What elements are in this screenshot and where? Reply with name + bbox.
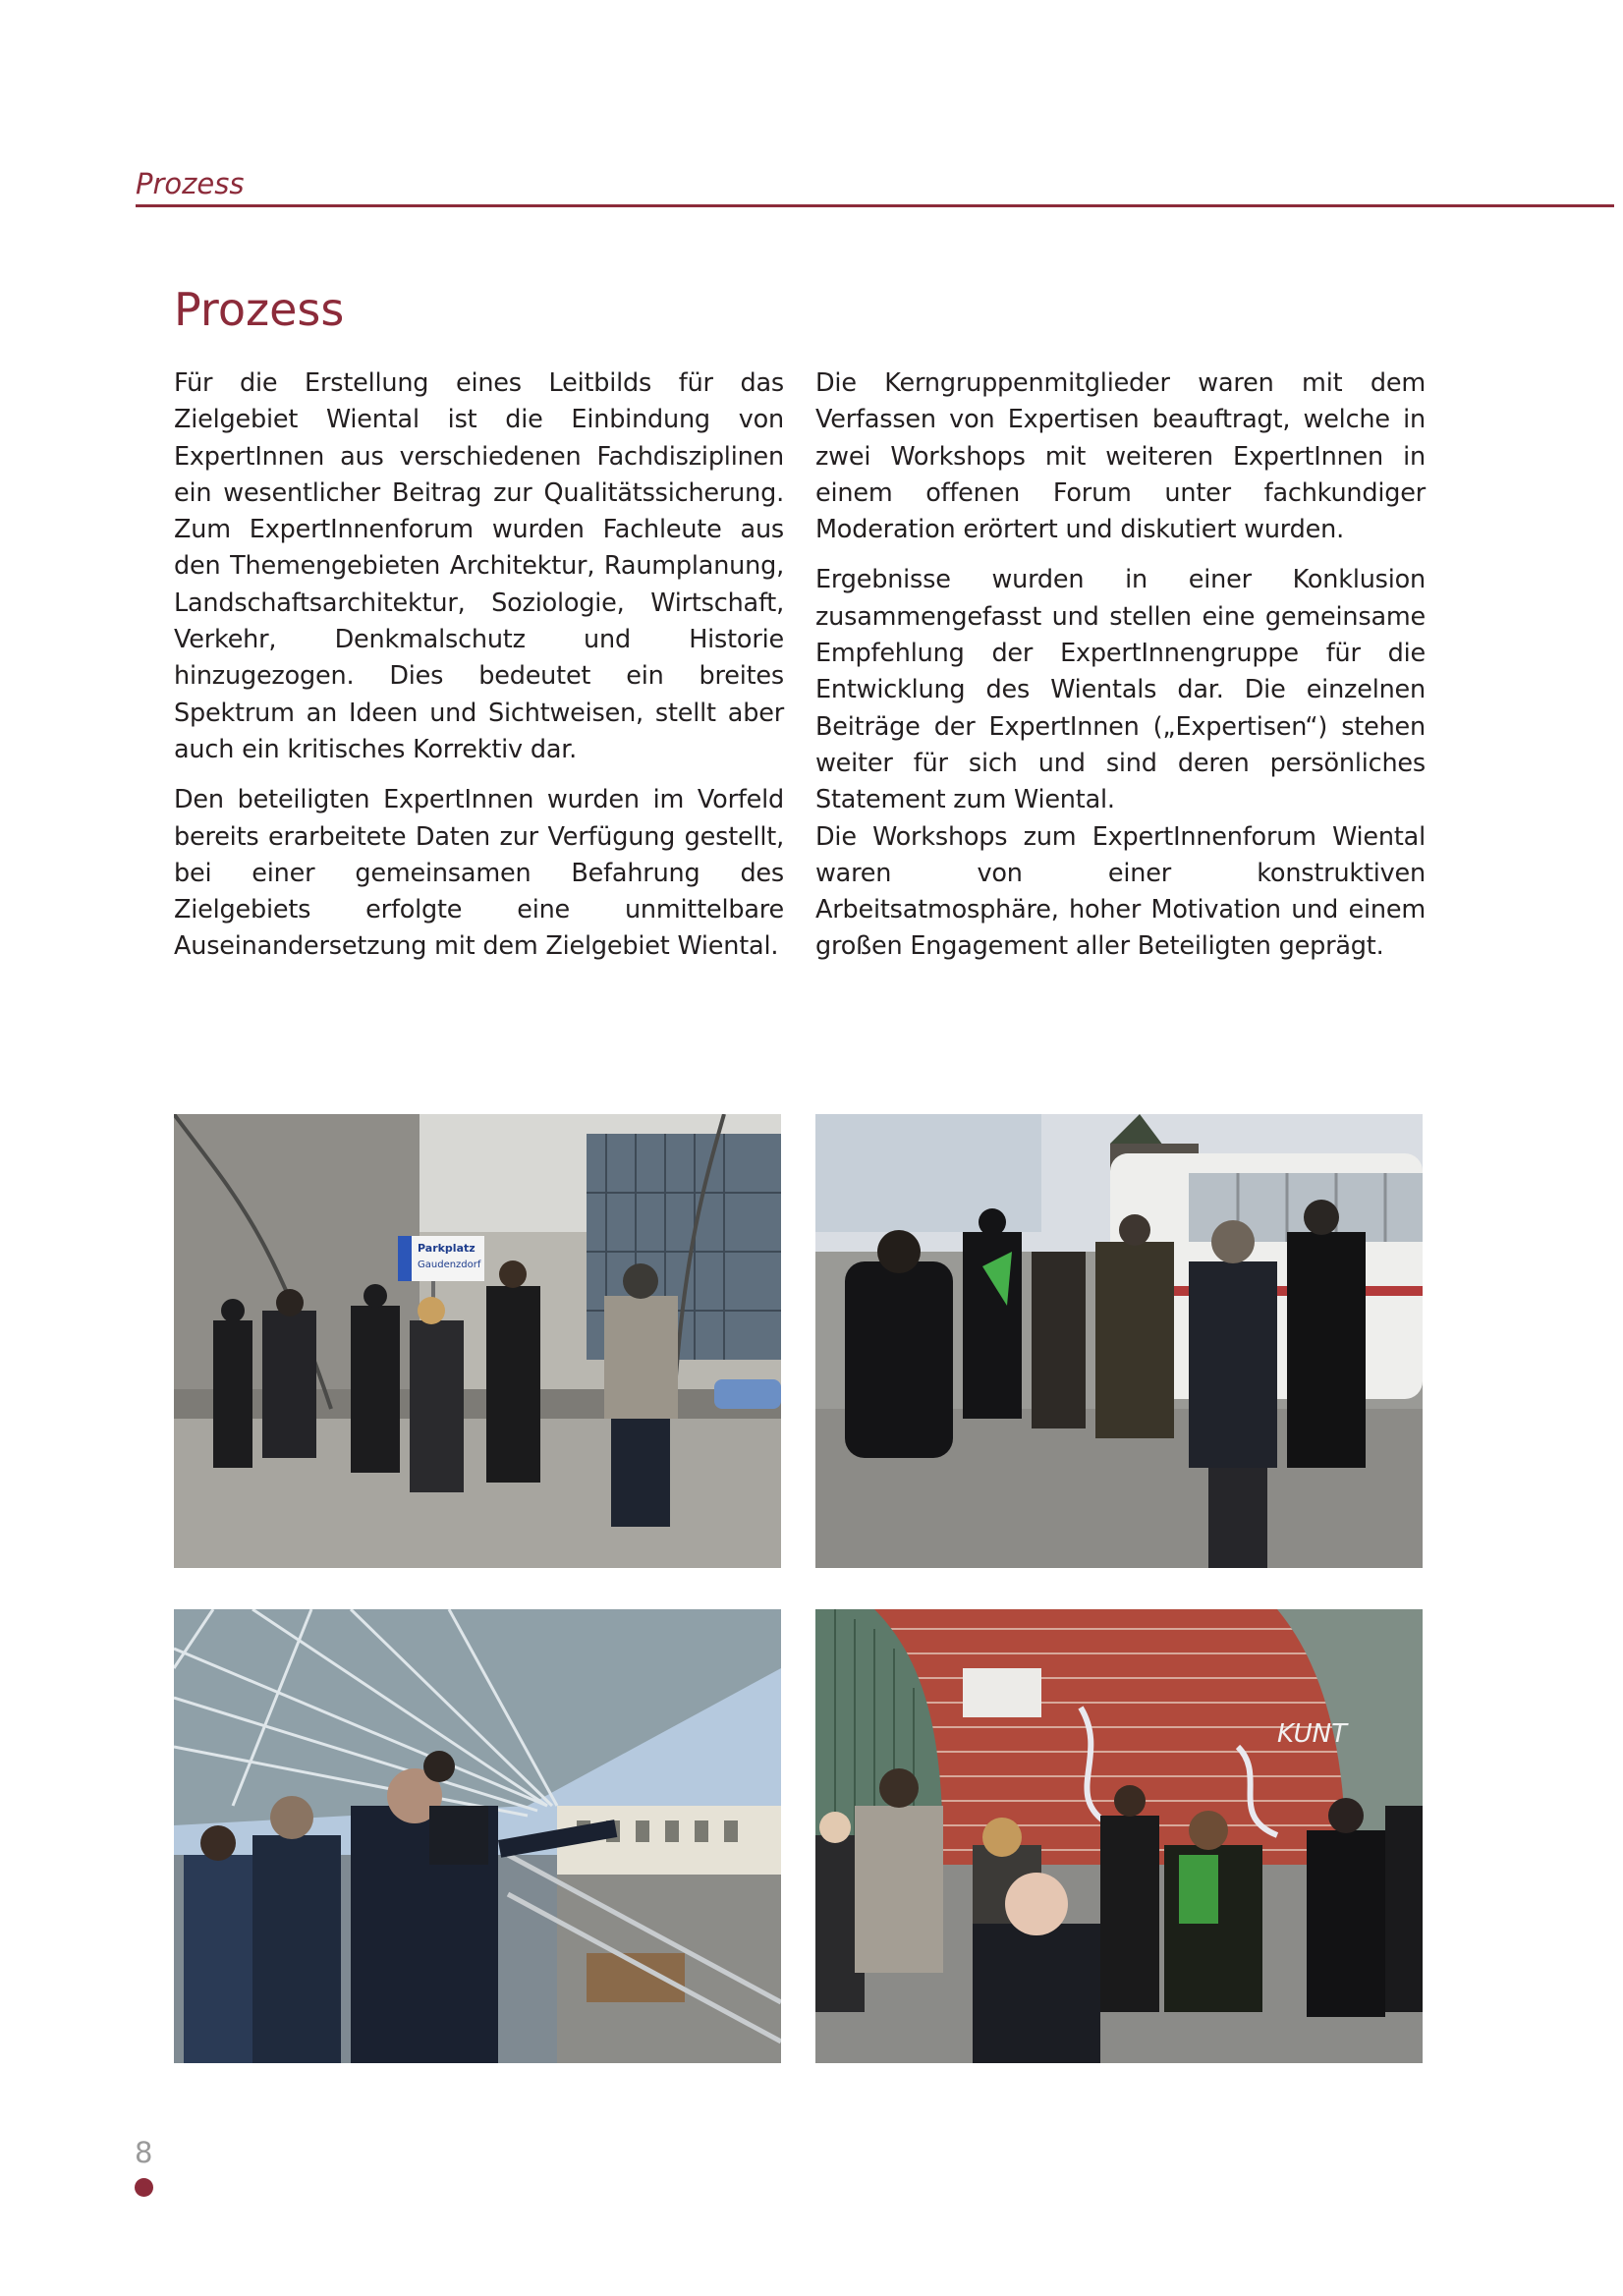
paragraph-left-2: Den beteiligten ExpertInnen wurden im Vorfeld bereits erarbeitete Daten zur Verfügung gestellt, bei einer gemeinsamen Befahrung des Zielgebiets erfolgte eine unmittelbare Auseinandersetzung mit dem Zielgebiet Wiental. — [174, 785, 784, 962]
parking-sign-text-2: Gaudenzdorf — [418, 1260, 481, 1270]
paragraph-right-1: Die Kerngruppenmitglieder waren mit dem Verfassen von Expertisen beauftragt, welche in zwei Workshops mit weiteren ExpertInnen in einem offenen Forum unter fachkundiger Moderation erörtert und diskutiert wurden. — [815, 368, 1426, 545]
photo-group-parking-lot — [174, 1114, 781, 1568]
paragraph-right-2: Ergebnisse wurden in einer Konklusion zusammengefasst und stellen eine gemeinsame Empfehlung der ExpertInnengruppe für die Entwicklung des Wientals dar. Die einzelnen Beiträge der ExpertInnen („Expertisen“) stehen weiter für sich und sind deren persönliches Statement zum Wiental. — [815, 565, 1426, 815]
text-column-left — [174, 365, 784, 980]
section-title: Prozess — [174, 283, 345, 336]
photo-group-beside-bus — [815, 1114, 1423, 1568]
paragraph-right-3: Die Workshops zum ExpertInnenforum Wiental waren von einer konstruktiven Arbeitsatmosphäre, hoher Motivation und einem großen Engagement aller Beteiligten geprägt. — [815, 821, 1426, 962]
photo-group-brick-wall — [815, 1609, 1423, 2063]
photo-group-glass-canopy — [174, 1609, 781, 2063]
running-header-title: Prozess — [136, 167, 245, 200]
header-rule — [136, 204, 1614, 207]
parking-sign-text-1: Parkplatz — [418, 1242, 476, 1255]
page-marker-dot — [135, 2178, 153, 2197]
paragraph-left-1: Für die Erstellung eines Leitbilds für das Zielgebiet Wiental ist die Einbindung von ExpertInnen aus verschiedenen Fachdisziplinen ein wesentlicher Beitrag zur Qualitätssicherung. Zum ExpertInnenforum wurden Fachleute aus den Themengebieten Architektur, Raumplanung, Landschaftsarchitektur, Soziologie, Wirtschaft, Verkehr, Denkmalschutz und Historie hinzugezogen. Dies bedeutet ein breites Spektrum an Ideen und Sichtweisen, stellt aber auch ein kritisches Korrektiv dar. — [174, 368, 784, 764]
graffiti-text: KUNT — [1277, 1719, 1347, 1749]
page-number: 8 — [135, 2136, 153, 2169]
text-column-right — [815, 365, 1426, 980]
